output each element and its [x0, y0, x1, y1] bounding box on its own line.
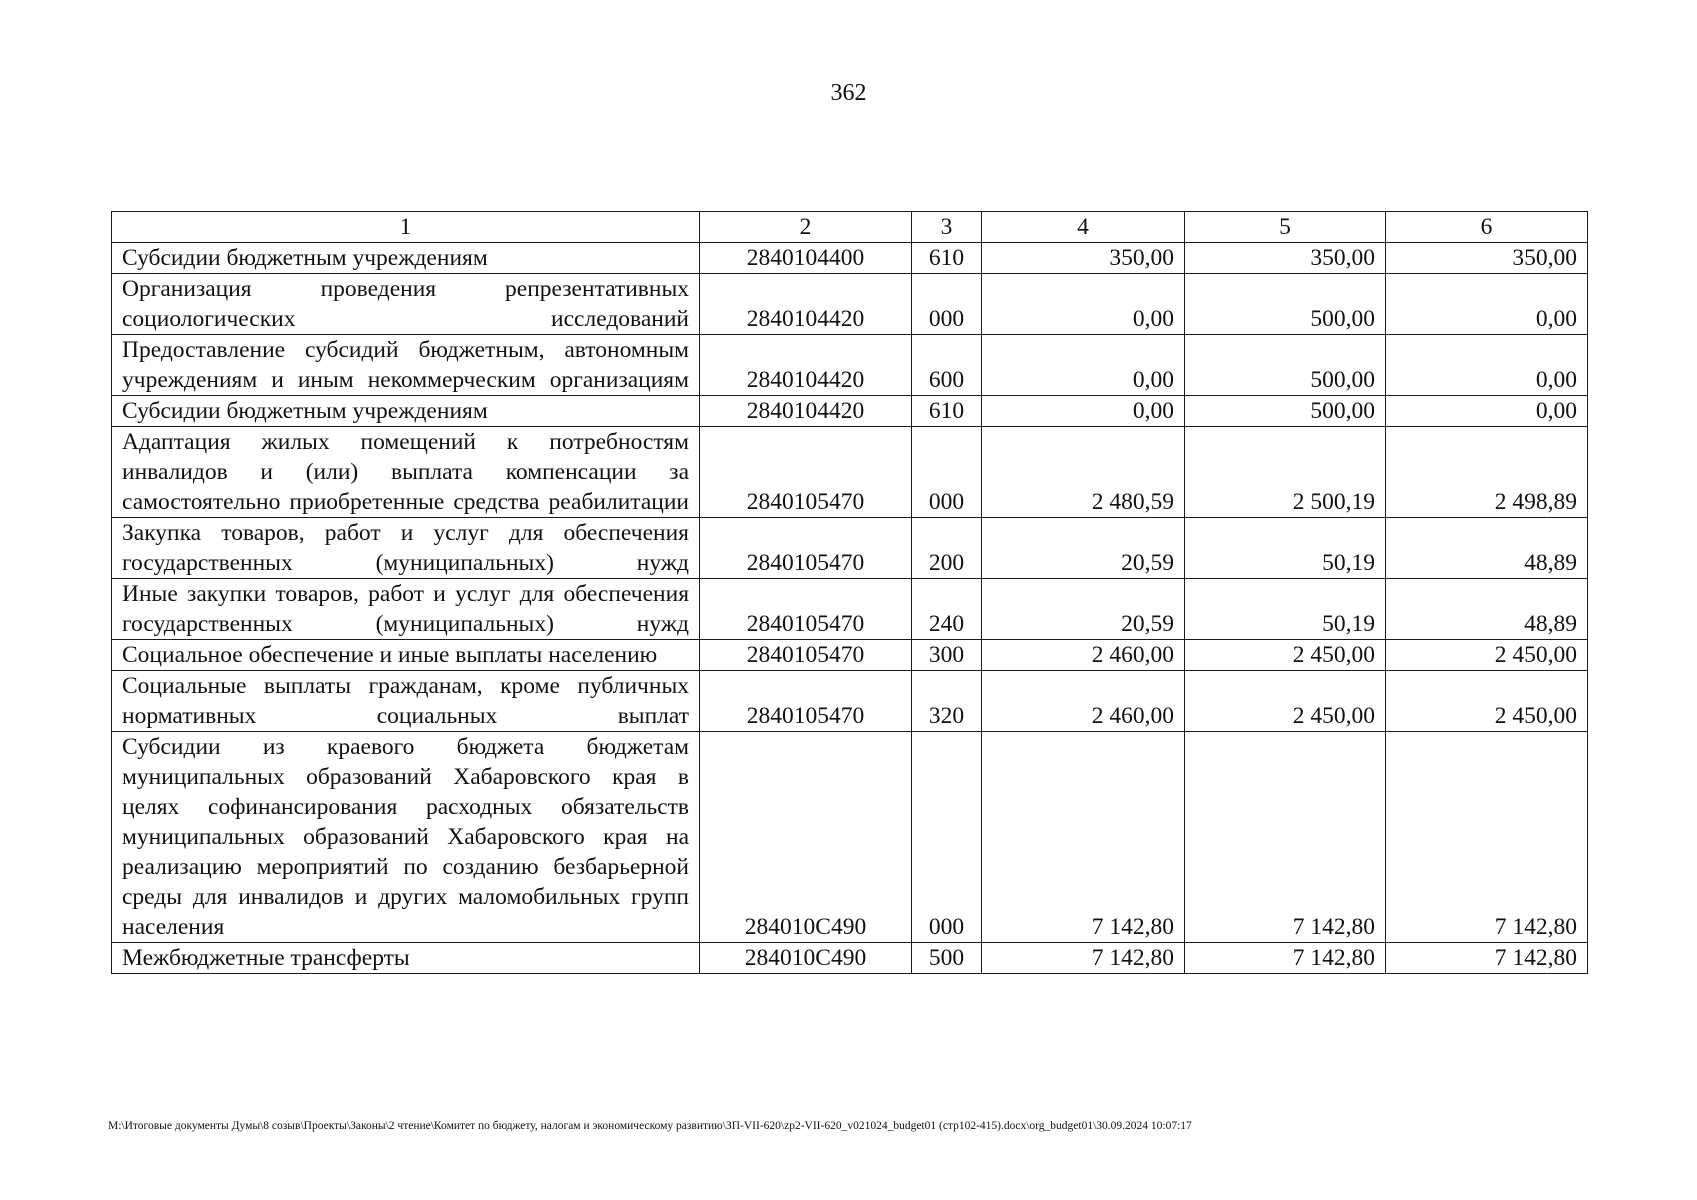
- row-name-cell: Иные закупки товаров, работ и услуг для обеспечения государственных (муниципальных) нужд: [112, 579, 700, 640]
- header-cell: 5: [1185, 212, 1386, 243]
- row-value-col4: 7 142,80: [982, 732, 1185, 943]
- row-value-col5: 50,19: [1185, 579, 1386, 640]
- row-code-cell: 284010С490: [700, 732, 912, 943]
- header-cell: 2: [700, 212, 912, 243]
- row-type-cell: 610: [912, 243, 982, 274]
- row-name-cell: Субсидии бюджетным учреждениям: [112, 243, 700, 274]
- row-name-cell: Социальные выплаты гражданам, кроме публичных нормативных социальных выплат: [112, 671, 700, 732]
- header-cell: 4: [982, 212, 1185, 243]
- row-name-cell: Социальное обеспечение и иные выплаты населению: [112, 640, 700, 671]
- table-row: [112, 396, 1588, 427]
- row-name-cell: Субсидии бюджетным учреждениям: [112, 396, 700, 427]
- header-cell: 1: [112, 212, 700, 243]
- row-name-cell: Предоставление субсидий бюджетным, автономным учреждениям и иным некоммерческим организациям: [112, 335, 700, 396]
- row-value-col4: 20,59: [982, 579, 1185, 640]
- budget-table: [111, 211, 1588, 974]
- row-name-cell: Межбюджетные трансферты: [112, 943, 700, 974]
- row-value-col5: 50,19: [1185, 518, 1386, 579]
- table-row: [112, 335, 1588, 396]
- header-cell: 6: [1386, 212, 1588, 243]
- row-value-col6: 2 450,00: [1386, 671, 1588, 732]
- row-value-col5: 7 142,80: [1185, 732, 1386, 943]
- table-row: [112, 640, 1588, 671]
- row-type-cell: 320: [912, 671, 982, 732]
- row-code-cell: 2840104420: [700, 274, 912, 335]
- table-row: [112, 427, 1588, 518]
- table-row: [112, 671, 1588, 732]
- row-name-cell: Адаптация жилых помещений к потребностям инвалидов и (или) выплата компенсации за самостоятельно приобретенные средства реабилитации: [112, 427, 700, 518]
- row-type-cell: 300: [912, 640, 982, 671]
- row-value-col4: 0,00: [982, 396, 1185, 427]
- row-type-cell: 240: [912, 579, 982, 640]
- table-row: [112, 274, 1588, 335]
- row-value-col6: 0,00: [1386, 396, 1588, 427]
- row-type-cell: 610: [912, 396, 982, 427]
- row-type-cell: 000: [912, 427, 982, 518]
- row-type-cell: 600: [912, 335, 982, 396]
- row-value-col5: 500,00: [1185, 274, 1386, 335]
- row-value-col4: 2 460,00: [982, 671, 1185, 732]
- row-value-col6: 2 498,89: [1386, 427, 1588, 518]
- header-cell: 3: [912, 212, 982, 243]
- row-name-cell: Субсидии из краевого бюджета бюджетам муниципальных образований Хабаровского края в целях софинансирования расходных обязательств муниципальных образований Хабаровского края на реализацию мероприятий по созданию безбарьерной среды для инвалидов и других маломобильных групп населения: [112, 732, 700, 943]
- row-value-col5: 2 450,00: [1185, 640, 1386, 671]
- row-name-cell: Закупка товаров, работ и услуг для обеспечения государственных (муниципальных) нужд: [112, 518, 700, 579]
- row-value-col4: 0,00: [982, 274, 1185, 335]
- table-row: [112, 579, 1588, 640]
- row-value-col6: 350,00: [1386, 243, 1588, 274]
- row-type-cell: 500: [912, 943, 982, 974]
- row-value-col6: 48,89: [1386, 579, 1588, 640]
- table-row: [112, 943, 1588, 974]
- row-type-cell: 000: [912, 732, 982, 943]
- row-value-col5: 350,00: [1185, 243, 1386, 274]
- row-value-col6: 48,89: [1386, 518, 1588, 579]
- table-header-row: [112, 212, 1588, 243]
- row-value-col4: 350,00: [982, 243, 1185, 274]
- row-value-col5: 2 450,00: [1185, 671, 1386, 732]
- row-code-cell: 2840105470: [700, 427, 912, 518]
- row-code-cell: 2840104420: [700, 335, 912, 396]
- row-type-cell: 000: [912, 274, 982, 335]
- row-type-cell: 200: [912, 518, 982, 579]
- row-code-cell: 2840104400: [700, 243, 912, 274]
- page-number: 362: [830, 80, 867, 106]
- table-row: [112, 732, 1588, 943]
- row-code-cell: 2840105470: [700, 579, 912, 640]
- row-value-col5: 500,00: [1185, 335, 1386, 396]
- row-value-col6: 0,00: [1386, 274, 1588, 335]
- row-value-col5: 500,00: [1185, 396, 1386, 427]
- row-value-col4: 2 460,00: [982, 640, 1185, 671]
- row-name-cell: Организация проведения репрезентативных социологических исследований: [112, 274, 700, 335]
- row-value-col6: 2 450,00: [1386, 640, 1588, 671]
- row-value-col5: 7 142,80: [1185, 943, 1386, 974]
- table-row: [112, 518, 1588, 579]
- row-code-cell: 2840104420: [700, 396, 912, 427]
- row-value-col6: 7 142,80: [1386, 943, 1588, 974]
- row-value-col4: 0,00: [982, 335, 1185, 396]
- row-value-col6: 0,00: [1386, 335, 1588, 396]
- row-code-cell: 2840105470: [700, 671, 912, 732]
- row-value-col4: 20,59: [982, 518, 1185, 579]
- table-row: [112, 243, 1588, 274]
- row-code-cell: 2840105470: [700, 640, 912, 671]
- row-value-col6: 7 142,80: [1386, 732, 1588, 943]
- row-code-cell: 2840105470: [700, 518, 912, 579]
- row-value-col5: 2 500,19: [1185, 427, 1386, 518]
- document-path-footer: M:\Итоговые документы Думы\8 созыв\Проекты\Законы\2 чтение\Комитет по бюджету, налогам и экономическому развитию\ЗП-VII-620\zp2-VII-620_v021024_budget01 (стр102-415).docx\org_budget01\30.09.2024 10:07:17: [108, 1120, 1192, 1132]
- row-value-col4: 7 142,80: [982, 943, 1185, 974]
- row-value-col4: 2 480,59: [982, 427, 1185, 518]
- row-code-cell: 284010С490: [700, 943, 912, 974]
